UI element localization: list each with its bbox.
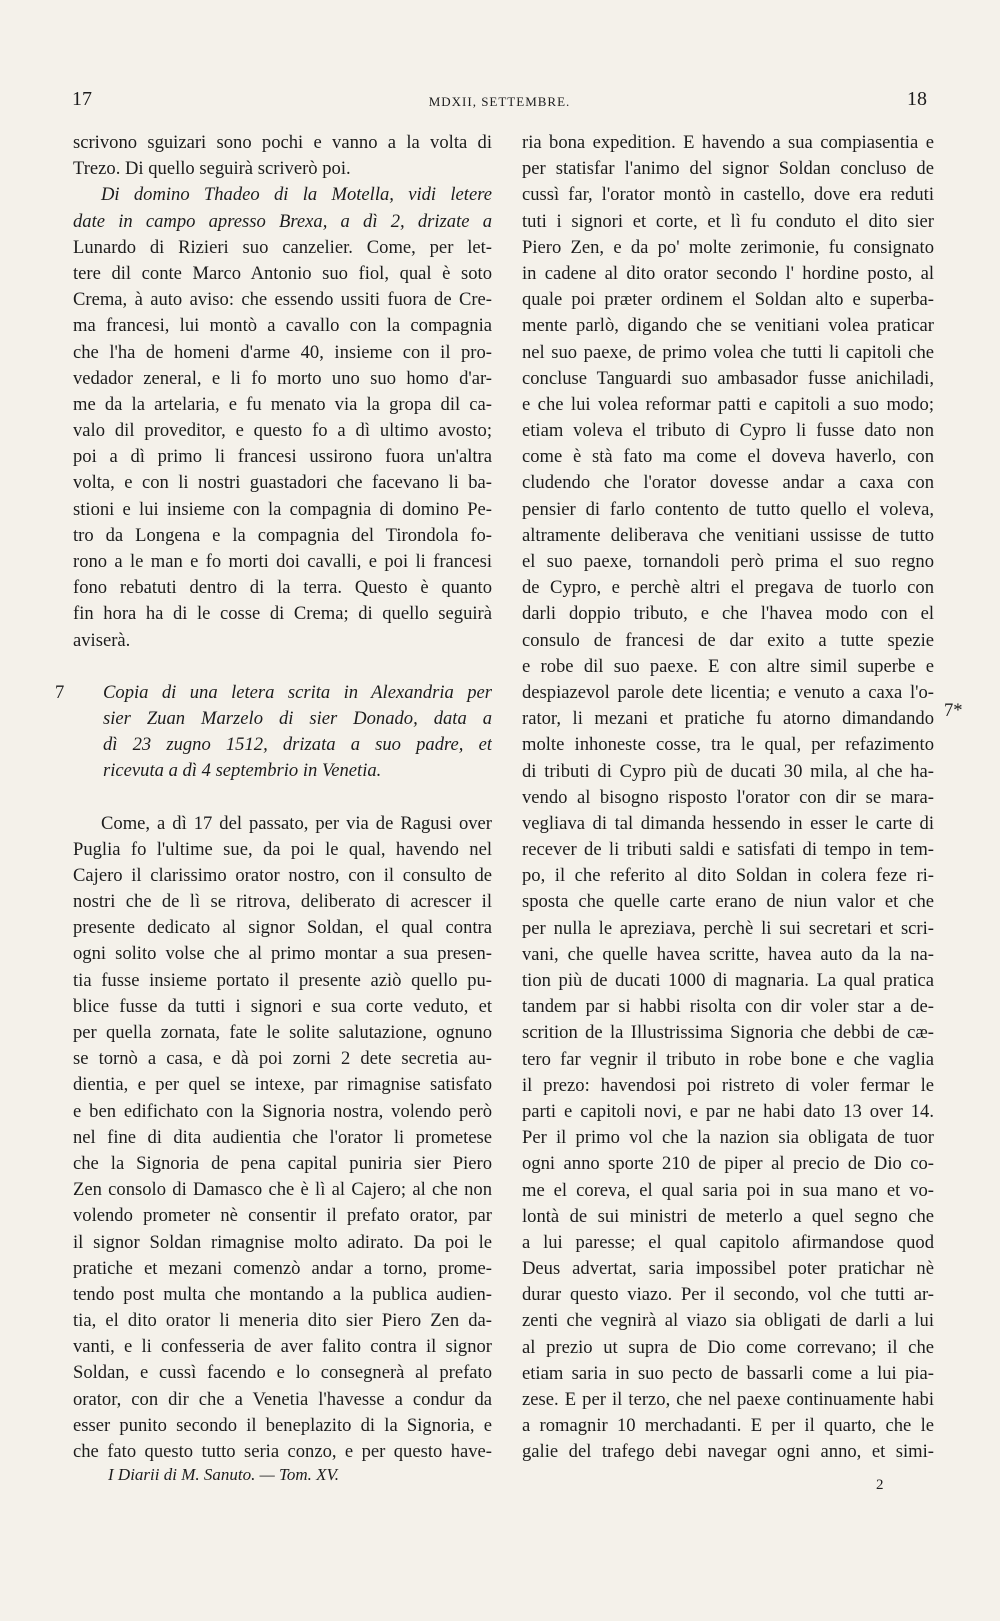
text-line: volta, e con li nostri guastadori che facevano li ba-	[73, 472, 492, 494]
text-line: per quella zornata, fate le solite salutazione, ognuno	[73, 1022, 492, 1043]
text-line: nel suo paexe, de primo volea che tutti li capitoli che	[522, 341, 934, 363]
text-line: altramente deliberava che venitiani ussisse de tutto	[522, 524, 934, 546]
text-line: per statisfar l'animo del signor Soldan concluso de	[522, 158, 934, 180]
left-page-number: 17	[72, 88, 92, 110]
text-line: volendo prometer nè consentir il prefato orator, par	[73, 1205, 492, 1227]
signature-mark: 2	[876, 1477, 884, 1493]
text-line: tero far vegnir il tributo in robe bone e che vaglia	[522, 1048, 934, 1070]
text-line: tere dil conte Marco Antonio suo fiol, qual è soto	[73, 262, 492, 284]
text-line: de Cypro, e perchè altri el pregava de tuorlo con	[522, 577, 934, 599]
text-line: poi a dì primo li francesi ussirono fuora un'altra	[73, 446, 492, 468]
text-line: dientia, e per quel se intexe, par rimagnise satisfato	[73, 1074, 492, 1096]
text-line: stioni e lui insieme con la compagnia di domino Pe-	[73, 498, 492, 520]
text-line: nel fine di dita audientia che l'orator li prometese	[73, 1126, 492, 1148]
text-line: zenti che vegnirà al viazo sia obligati de darli a lui	[522, 1310, 934, 1332]
text-line: e ben edifichato con la Signoria nostra, volendo però	[73, 1100, 492, 1122]
heading-marker: 7	[55, 681, 65, 703]
margin-marker: 7*	[944, 700, 963, 721]
text-line: a lui paresse; el qual capitolo afirmandose quod	[522, 1231, 934, 1253]
text-line: che la Signoria de pena capital puniria sier Piero	[73, 1152, 492, 1174]
text-line: al prezio ut supra de Dio come correvano; il che	[522, 1336, 934, 1358]
text-line: vanti, e li confesseria de aver falito contra il signor	[73, 1336, 492, 1358]
text-line: Trezo. Di quello seguirà scriverò poi.	[73, 158, 351, 180]
text-line: tia fusse insieme portato il presente aziò quello pu-	[73, 969, 492, 991]
text-line: me el coreva, el qual saria poi in sua mano et vo-	[522, 1179, 934, 1201]
text-line: etiam saria in suo pecto de bassarli come a lui pia-	[522, 1362, 934, 1384]
text-line: tendo post multa che montando a la publica audien-	[73, 1283, 492, 1305]
text-line: cussì far, l'orator montò in castello, dove era reduti	[522, 184, 934, 206]
text-line: ricevuta a dì 4 septembrio in Venetia.	[103, 760, 382, 782]
text-line: Soldan, e cussì facendo e lo consegnerà al prefato	[73, 1362, 492, 1384]
text-line: il prezo: havendosi poi ristreto di voler fermar le	[522, 1074, 934, 1096]
footer-credit: I Diarii di M. Sanuto. — Tom. XV.	[108, 1465, 339, 1484]
text-line: scrition de la Illustrissima Signoria che debbi de cæ-	[522, 1022, 934, 1044]
text-line: consulo de francesi de dar exito a tutte spezie	[522, 629, 934, 651]
text-line: Lunardo di Rizieri suo canzelier. Come, per let-	[73, 236, 492, 258]
letter-body	[73, 811, 492, 1466]
text-line: el suo paexe, tornandoli però prima el suo regno	[522, 551, 934, 572]
right-column	[522, 130, 934, 1466]
text-line: Deus advertat, saria impossibel poter pratichar nè	[522, 1258, 934, 1280]
text-line: Crema, à auto aviso: che essendo ussiti fuora de Cre-	[73, 289, 492, 311]
text-line: dì 23 zugno 1512, drizata a suo padre, et	[103, 734, 492, 756]
text-line: darli doppio tributo, e che l'havea modo con el	[522, 603, 934, 625]
running-title: MDXII, SETTEMBRE.	[428, 94, 571, 109]
text-line: Come, a dì 17 del passato, per via de Ragusi over	[101, 812, 492, 834]
text-line: parti e capitoli novi, e par ne habi dato 13 over 14.	[522, 1100, 934, 1122]
page-header	[72, 88, 927, 118]
text-line: durar questo viazo. Per il secondo, vol che tutti ar-	[522, 1284, 934, 1306]
text-line: me da la artelaria, e fu menato via la gropa dil ca-	[73, 393, 492, 415]
text-line: Di domino Thadeo di la Motella, vidi letere	[101, 184, 492, 206]
text-line: fin hora ha di le cosse di Crema; di quello seguirà	[73, 603, 492, 625]
text-line: tuti i signori et corte, et lì fu conduto el dito sier	[522, 210, 934, 232]
text-line: e che lui volea reformar patti e capitoli a suo modo;	[522, 393, 934, 415]
text-line: fono rebatuti dentro di la terra. Questo è quanto	[73, 577, 492, 599]
text-line: rono a le man e fo morti doi cavalli, e poi li francesi	[73, 551, 492, 572]
text-line: recever de li tributi saldi e satisfati di tempo in tem-	[522, 839, 934, 861]
text-line: in cadene al dito orator secondo l' hordine posto, al	[522, 262, 934, 284]
text-line: vegliava di tal dimanda hessendo in esser le carte di	[522, 812, 934, 834]
text-line: quale poi præter ordinem el Soldan alto e superba-	[522, 289, 934, 311]
text-line: mente parlò, digando che se venitiani volea praticar	[522, 315, 934, 337]
text-line: che fato questo tutto seria conzo, e per questo have-	[73, 1441, 492, 1462]
text-line: esser punito secondo il beneplazito di la Signoria, e	[73, 1414, 492, 1436]
text-line: per nulla le apreziava, perchè li sui secretari et scri-	[522, 917, 934, 939]
text-line: concluse Tanguardi suo ambasador fusse anichiladi,	[522, 367, 934, 389]
text-line: po, il che referito al dito Soldan in colera feze ri-	[522, 865, 934, 887]
letter-heading	[55, 680, 492, 785]
text-line: ogni anno sporte 210 de piper al precio de Dio co-	[522, 1153, 934, 1175]
text-line: lontà de sui ministri de meterlo a quel segno che	[522, 1205, 934, 1227]
text-line: sposta che quelle carte erano de niun valor et che	[522, 891, 934, 913]
text-line: etiam voleva el tributo di Cypro li fusse dato non	[522, 420, 934, 442]
text-line: nostri che de lì se ritrova, deliberato di acrescer il	[73, 891, 492, 913]
text-line: valo dil proveditor, e questo fo a dì ultimo avosto;	[73, 420, 492, 442]
text-line: Puglia fo l'ultime sue, da poi le qual, havendo nel	[73, 838, 492, 860]
text-line: come è stà fato ma come el doveva haverlo, con	[522, 446, 934, 468]
text-line: se tornò a casa, e dà poi zorni 2 dete secretia au-	[73, 1048, 492, 1070]
text-line: rator, li mezani et pratiche fu atorno dimandando	[522, 708, 934, 730]
text-line: tia, el dito orator li meneria dito sier Piero Zen da-	[73, 1310, 492, 1332]
text-line: Piero Zen, e da po' molte zerimonie, fu consignato	[522, 236, 934, 258]
text-line: vendo al bisogno risposto l'orator con dir se mara-	[522, 786, 934, 808]
text-line: Copia di una letera scrita in Alexandria per	[103, 681, 492, 703]
text-line: a romagnir 10 merchadanti. E per il quarto, che le	[522, 1415, 934, 1437]
right-page-number: 18	[907, 88, 927, 110]
text-line: pensier di farlo contento de tutto quello el voleva,	[522, 498, 934, 520]
text-line: che l'ha de homeni d'arme 40, insieme con il pro-	[73, 341, 492, 363]
text-line: galie del trafego debi navegar ogni anno, et simi-	[522, 1441, 934, 1463]
text-line: tandem par si habbi risolta con dir voler star a de-	[522, 996, 934, 1018]
text-line: despiazevol parole dete licentia; e venuto a caxa l'o-	[522, 681, 934, 703]
text-line: scrivono sguizari sono pochi e vanno a la volta di	[73, 132, 492, 153]
text-line: presente dedicato al signor Soldan, el qual contra	[73, 917, 492, 939]
text-line: vedador zeneral, e li fo morto uno suo homo d'ar-	[73, 367, 492, 389]
text-line: date in campo apresso Brexa, a dì 2, drizate a	[73, 210, 492, 232]
text-line: ria bona expedition. E havendo a sua compiasentia e	[522, 132, 934, 153]
text-line: e robe dil suo paexe. E con altre simil superbe e	[522, 655, 934, 677]
text-line: zese. E per il terzo, che nel paexe continuamente habi	[522, 1389, 934, 1410]
left-intro-paragraph	[73, 130, 492, 654]
text-line: Zen consolo di Damasco che è lì al Cajero; al che non	[73, 1179, 492, 1201]
text-line: tion più de ducati 1000 di magnaria. La qual pratica	[522, 970, 934, 991]
text-line: Per il primo vol che la nazion sia obligata de tuor	[522, 1127, 934, 1149]
text-line: molte inhoneste cosse, tra le qual, per refazimento	[522, 734, 934, 756]
text-line: di tributi di Cypro più de ducati 30 mila, al che ha-	[522, 760, 934, 782]
text-line: sier Zuan Marzelo di sier Donado, data a	[103, 707, 492, 729]
text-line: vani, che quelle havea scritte, havea auto da la na-	[522, 943, 934, 965]
right-column-text	[522, 130, 934, 1466]
text-line: il signor Soldan rimagnise molto adirato. Da poi le	[73, 1231, 492, 1253]
text-line: Cajero il clarissimo orator nostro, con il consulto de	[73, 864, 492, 886]
left-column	[55, 130, 492, 1465]
text-line: aviserà.	[73, 629, 131, 651]
text-line: tro da Longena e la compagnia del Tirondola fo-	[73, 524, 492, 546]
text-line: ma francesi, lui montò a cavallo con la compagnia	[73, 315, 492, 337]
text-line: blice fusse da tutti i signori e sua corte veduto, et	[73, 995, 492, 1017]
text-line: pratiche et mezani comenzò andar a torno, prome-	[73, 1257, 492, 1279]
text-line: orator, con dir che a Venetia l'havesse a condur da	[73, 1388, 492, 1410]
text-line: ogni solito volse che al primo montar a sua presen-	[73, 943, 492, 965]
text-line: cludendo che l'orator dovesse andar a caxa con	[522, 472, 934, 494]
